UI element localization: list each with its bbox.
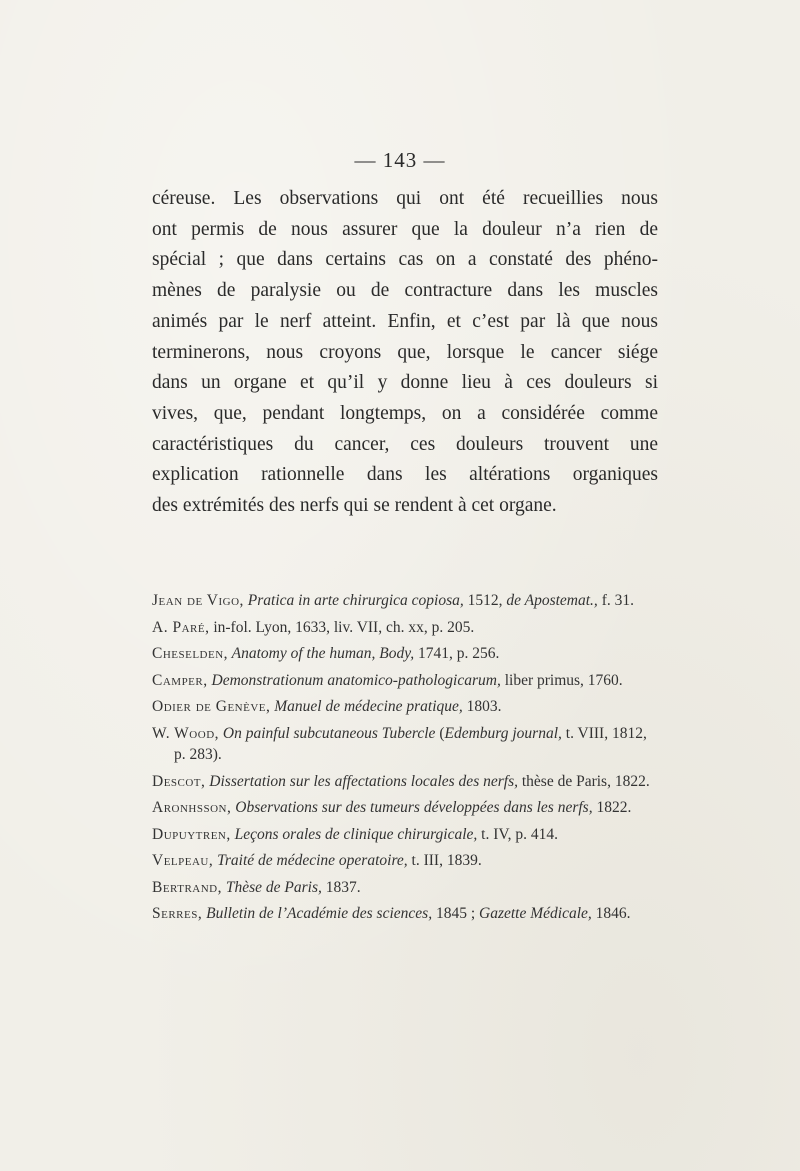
bibliography-entry bbox=[152, 771, 662, 793]
entry-author: A. Paré, bbox=[152, 618, 210, 636]
body-line: des extrémités des nerfs qui se rendent à cet organe. bbox=[152, 495, 557, 517]
entry-title: Manuel de médecine pratique, bbox=[270, 698, 463, 715]
bibliography-entry bbox=[152, 723, 662, 766]
entry-title: Dissertation sur les affectations locales des nerfs, bbox=[205, 772, 518, 790]
bibliography-entry bbox=[152, 643, 662, 665]
bibliography-entry bbox=[152, 877, 662, 899]
entry-title: Thèse de Paris, bbox=[222, 878, 322, 896]
entry-details-secondary: t. VIII, 1812, p. 283). bbox=[174, 724, 647, 763]
bibliography-entry bbox=[152, 903, 662, 925]
body-line: terminerons, nous croyons que, lorsque le cancer siége bbox=[152, 341, 658, 363]
entry-details: in-fol. Lyon, 1633, liv. VII, ch. xx, p. 205. bbox=[209, 618, 475, 636]
entry-title: Demonstrationum anatomico-pathologicarum, bbox=[207, 671, 501, 689]
entry-title: On painful subcutaneous Tubercle bbox=[219, 724, 436, 742]
entry-title: Leçons orales de clinique chirurgicale, bbox=[230, 825, 478, 843]
entry-author: Camper, bbox=[152, 671, 208, 689]
entry-details: 1845 ; bbox=[432, 905, 480, 922]
entry-author: Velpeau, bbox=[152, 852, 214, 869]
entry-title: Bulletin de l’Académie des sciences, bbox=[202, 905, 433, 922]
entry-author: W. Wood, bbox=[152, 724, 220, 742]
bibliography-entry bbox=[152, 797, 662, 819]
entry-details-secondary: 1846. bbox=[591, 905, 631, 922]
entry-author: Serres, bbox=[152, 905, 203, 922]
body-line: mènes de paralysie ou de contracture dans les muscles bbox=[152, 280, 658, 302]
bibliography bbox=[152, 590, 662, 930]
entry-author: Bertrand, bbox=[152, 878, 222, 896]
body-line: ont permis de nous assurer que la douleur n’a rien de bbox=[152, 218, 658, 240]
entry-details: 1837. bbox=[321, 878, 361, 896]
entry-author: Aronhsson, bbox=[152, 799, 232, 816]
body-paragraph bbox=[152, 184, 658, 522]
body-line: dans un organe et qu’il y donne lieu à ces douleurs si bbox=[152, 372, 658, 394]
entry-title: Observations sur des tumeurs développées dans les nerfs, bbox=[231, 799, 593, 816]
entry-title-secondary: Edemburg journal, bbox=[444, 724, 562, 742]
entry-details-secondary: f. 31. bbox=[597, 592, 634, 609]
entry-author: Jean de Vigo, bbox=[152, 592, 244, 609]
entry-details: 1512, bbox=[463, 592, 507, 609]
body-line: animés par le nerf atteint. Enfin, et c’est par là que nous bbox=[152, 310, 658, 332]
body-line: explication rationnelle dans les altérations organiques bbox=[152, 464, 658, 486]
bibliography-entry bbox=[152, 670, 662, 692]
body-line: spécial ; que dans certains cas on a constaté des phéno- bbox=[152, 249, 658, 271]
entry-details: 1803. bbox=[462, 698, 502, 715]
bibliography-entry bbox=[152, 617, 662, 639]
entry-details: 1822. bbox=[592, 799, 632, 816]
entry-author: Descot, bbox=[152, 772, 206, 790]
entry-author: Odier de Genève, bbox=[152, 698, 271, 715]
entry-details: t. IV, p. 414. bbox=[477, 825, 558, 843]
body-line: caractéristiques du cancer, ces douleurs trouvent une bbox=[152, 433, 658, 455]
entry-title: Traité de médecine operatoire, bbox=[213, 852, 408, 869]
bibliography-entry bbox=[152, 590, 662, 612]
entry-details: ( bbox=[435, 724, 445, 742]
bibliography-entry bbox=[152, 696, 662, 718]
bibliography-entry bbox=[152, 850, 662, 872]
entry-title: Anatomy of the human, Body, bbox=[228, 645, 415, 662]
entry-details: thèse de Paris, 1822. bbox=[517, 772, 650, 790]
page-number: — 143 — bbox=[354, 148, 446, 172]
body-line: vives, que, pendant longtemps, on a considérée comme bbox=[152, 402, 658, 424]
entry-title: Pratica in arte chirurgica copiosa, bbox=[247, 592, 464, 609]
entry-details: liber primus, 1760. bbox=[500, 671, 623, 689]
entry-author: Cheselden, bbox=[152, 645, 229, 662]
body-line: céreuse. Les observations qui ont été recueillies nous bbox=[152, 188, 658, 209]
entry-title-secondary: Gazette Médicale, bbox=[479, 905, 592, 922]
entry-details: t. III, 1839. bbox=[407, 852, 482, 869]
entry-author: Dupuytren, bbox=[152, 825, 231, 843]
entry-details: 1741, p. 256. bbox=[414, 645, 500, 662]
bibliography-entry bbox=[152, 824, 662, 846]
entry-title-secondary: de Apostemat., bbox=[506, 592, 598, 609]
